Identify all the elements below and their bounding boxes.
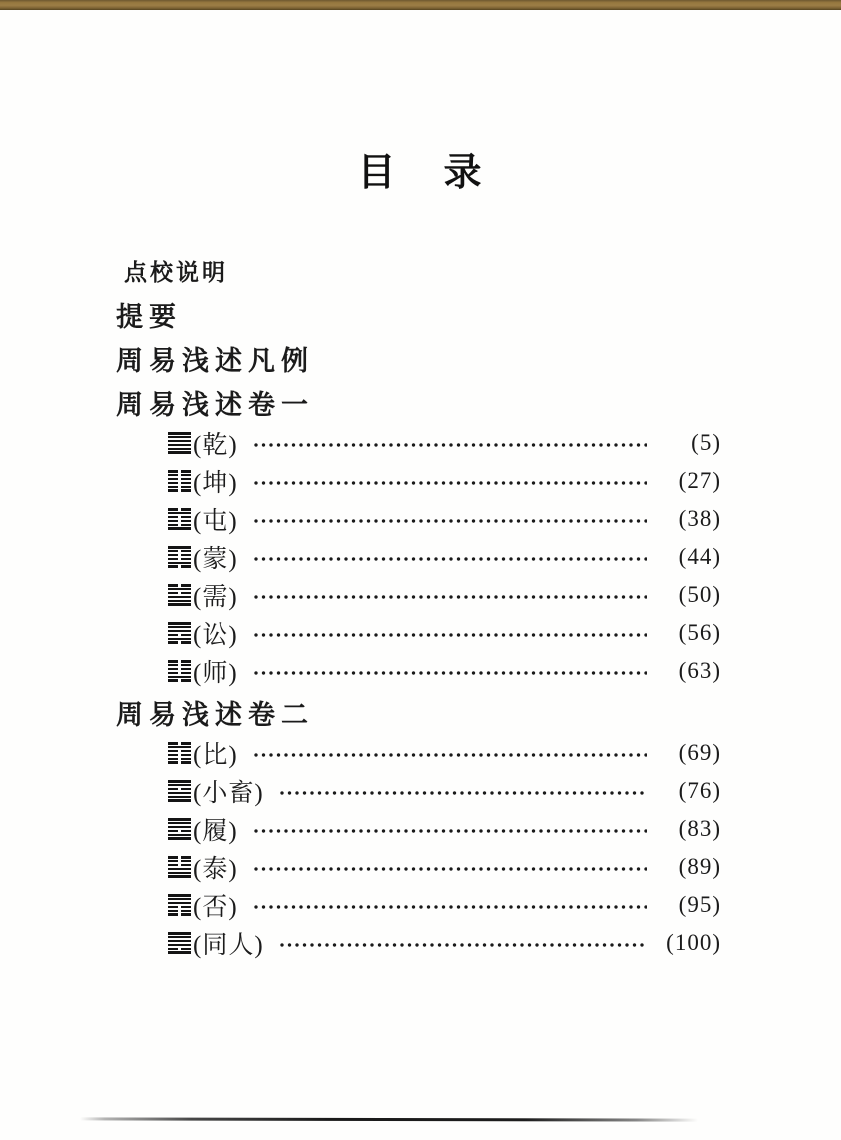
page-number: (100): [666, 930, 721, 955]
hexagram-name: (屯): [193, 508, 238, 535]
toc-entry: [0, 652, 841, 690]
toc-item-tiyao: 提要: [116, 301, 182, 332]
hexagram-name: (讼): [193, 622, 238, 649]
dot-leader: [254, 481, 647, 485]
toc-item-volume-2: 周易浅述卷二: [116, 699, 314, 730]
page-number: (69): [678, 740, 721, 765]
dot-leader: [254, 829, 647, 833]
dot-leader: [254, 905, 647, 909]
toc-entry: [0, 462, 841, 500]
page-title: 目 录: [357, 152, 484, 194]
toc-entry: [0, 734, 841, 772]
hexagram-xu-icon: [168, 584, 191, 606]
toc-entry: [0, 424, 841, 462]
toc-item-dianjiao-shuoming: 点校说明: [124, 259, 228, 285]
hexagram-tai-icon: [168, 856, 191, 878]
hexagram-song-icon: [168, 622, 191, 644]
hexagram-zhun-icon: [168, 508, 191, 530]
hexagram-bi-icon: [168, 742, 191, 764]
dot-leader: [254, 595, 647, 599]
page-number: (95): [678, 892, 721, 917]
toc-item-volume-1: 周易浅述卷一: [116, 389, 314, 420]
hexagram-name: (坤): [193, 470, 238, 497]
dot-leader: [254, 519, 647, 523]
dot-leader: [254, 867, 647, 871]
toc-entry: [0, 772, 841, 810]
dot-leader: [254, 443, 647, 447]
scan-edge-bottom: [80, 1117, 698, 1121]
dot-leader: [254, 557, 647, 561]
hexagram-name: (比): [193, 742, 238, 769]
dot-leader: [254, 753, 647, 757]
scan-edge-top: [0, 0, 841, 10]
hexagram-lv-icon: [168, 818, 191, 840]
dot-leader: [280, 791, 647, 795]
toc-entry: [0, 810, 841, 848]
hexagram-name: (小畜): [193, 780, 264, 807]
toc-entry: [0, 848, 841, 886]
page-number: (63): [678, 658, 721, 683]
hexagram-name: (同人): [193, 932, 264, 959]
page-number: (83): [678, 816, 721, 841]
dot-leader: [280, 943, 647, 947]
page-number: (44): [678, 544, 721, 569]
hexagram-tongren-icon: [168, 932, 191, 954]
page-number: (89): [678, 854, 721, 879]
hexagram-name: (乾): [193, 432, 238, 459]
page-number: (50): [678, 582, 721, 607]
hexagram-name: (师): [193, 660, 238, 687]
hexagram-name: (需): [193, 584, 238, 611]
page-number: (5): [691, 430, 721, 455]
toc-entry: [0, 924, 841, 962]
hexagram-name: (蒙): [193, 546, 238, 573]
dot-leader: [254, 671, 647, 675]
toc-entry: [0, 538, 841, 576]
hexagram-xiaoxu-icon: [168, 780, 191, 802]
page-number: (27): [678, 468, 721, 493]
page-number: (38): [678, 506, 721, 531]
toc-entry: [0, 576, 841, 614]
hexagram-pi-icon: [168, 894, 191, 916]
hexagram-meng-icon: [168, 546, 191, 568]
hexagram-shi-icon: [168, 660, 191, 682]
hexagram-name: (泰): [193, 856, 238, 883]
hexagram-name: (履): [193, 818, 238, 845]
page-number: (56): [678, 620, 721, 645]
toc-entry: [0, 886, 841, 924]
hexagram-name: (否): [193, 894, 238, 921]
table-of-contents: [0, 248, 841, 962]
dot-leader: [254, 633, 647, 637]
hexagram-kun-icon: [168, 470, 191, 492]
hexagram-qian-icon: [168, 432, 191, 454]
toc-item-fanli: 周易浅述凡例: [116, 345, 314, 376]
page-number: (76): [678, 778, 721, 803]
toc-entry: [0, 500, 841, 538]
toc-entry: [0, 614, 841, 652]
